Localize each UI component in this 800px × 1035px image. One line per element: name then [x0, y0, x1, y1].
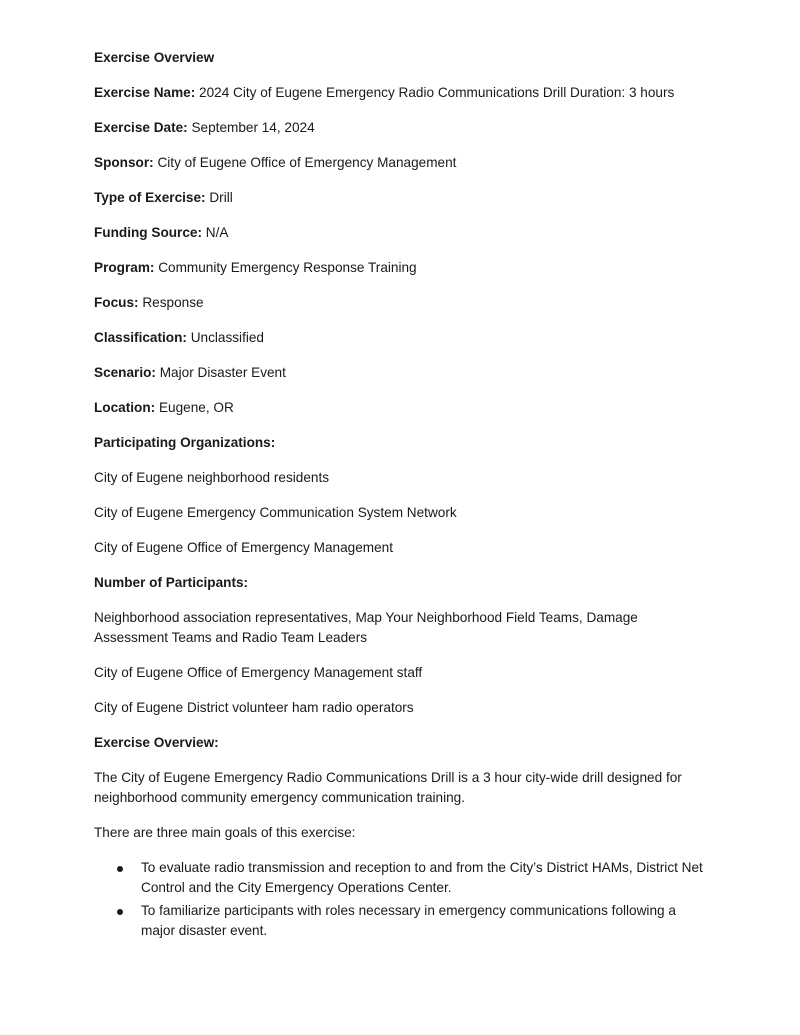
participant-item: City of Eugene Office of Emergency Management staff [94, 665, 423, 680]
field-value: Eugene, OR [155, 400, 234, 415]
field-value: September 14, 2024 [187, 120, 315, 135]
field-label: Scenario: [94, 365, 156, 380]
exercise-overview-heading: Exercise Overview: [94, 735, 219, 750]
field-scenario [94, 363, 706, 383]
bullet-icon [117, 866, 123, 872]
field-value: Community Emergency Response Training [154, 260, 417, 275]
participant-item: City of Eugene District volunteer ham radio operators [94, 700, 414, 715]
goals-list [94, 858, 706, 941]
goal-text: To evaluate radio transmission and reception to and from the City’s District HAMs, District Net Control and the City Emergency Operations Center. [141, 860, 703, 895]
field-location [94, 398, 706, 418]
field-focus [94, 293, 706, 313]
participating-orgs-heading: Participating Organizations: [94, 435, 276, 450]
overview-heading: Exercise Overview [94, 50, 215, 65]
field-value: Unclassified [186, 330, 264, 345]
field-exercise-date [94, 118, 706, 138]
field-value: 2024 City of Eugene Emergency Radio Communications Drill Duration: 3 hours [195, 85, 675, 100]
field-label: Funding Source: [94, 225, 202, 240]
field-funding-source [94, 223, 706, 243]
field-value: Drill [205, 190, 233, 205]
field-type-of-exercise [94, 188, 706, 208]
field-label: Sponsor: [94, 155, 154, 170]
bullet-icon [117, 909, 123, 915]
field-value: N/A [202, 225, 229, 240]
field-label: Exercise Name: [94, 85, 196, 100]
field-value: Response [138, 295, 204, 310]
field-value: City of Eugene Office of Emergency Management [153, 155, 457, 170]
participating-org-item: City of Eugene neighborhood residents [94, 470, 330, 485]
goal-item [94, 858, 706, 898]
participating-org-item: City of Eugene Office of Emergency Management [94, 540, 393, 555]
participant-item: Neighborhood association representatives, Map Your Neighborhood Field Teams, Damage Assessment Teams and Radio Team Leaders [94, 610, 638, 645]
participating-org-item: City of Eugene Emergency Communication System Network [94, 505, 457, 520]
goal-item [94, 901, 706, 941]
field-label: Focus: [94, 295, 139, 310]
field-value: Major Disaster Event [155, 365, 286, 380]
field-sponsor [94, 153, 706, 173]
field-label: Location: [94, 400, 156, 415]
field-program [94, 258, 706, 278]
exercise-overview-description: The City of Eugene Emergency Radio Communications Drill is a 3 hour city-wide drill designed for neighborhood community emergency communication training. [94, 770, 682, 805]
field-label: Exercise Date: [94, 120, 188, 135]
field-label: Classification: [94, 330, 187, 345]
field-label: Type of Exercise: [94, 190, 206, 205]
field-label: Program: [94, 260, 155, 275]
goals-intro: There are three main goals of this exercise: [94, 825, 356, 840]
field-classification [94, 328, 706, 348]
participants-heading: Number of Participants: [94, 575, 249, 590]
field-exercise-name [94, 83, 706, 103]
goal-text: To familiarize participants with roles necessary in emergency communications following a major disaster event. [141, 903, 676, 938]
